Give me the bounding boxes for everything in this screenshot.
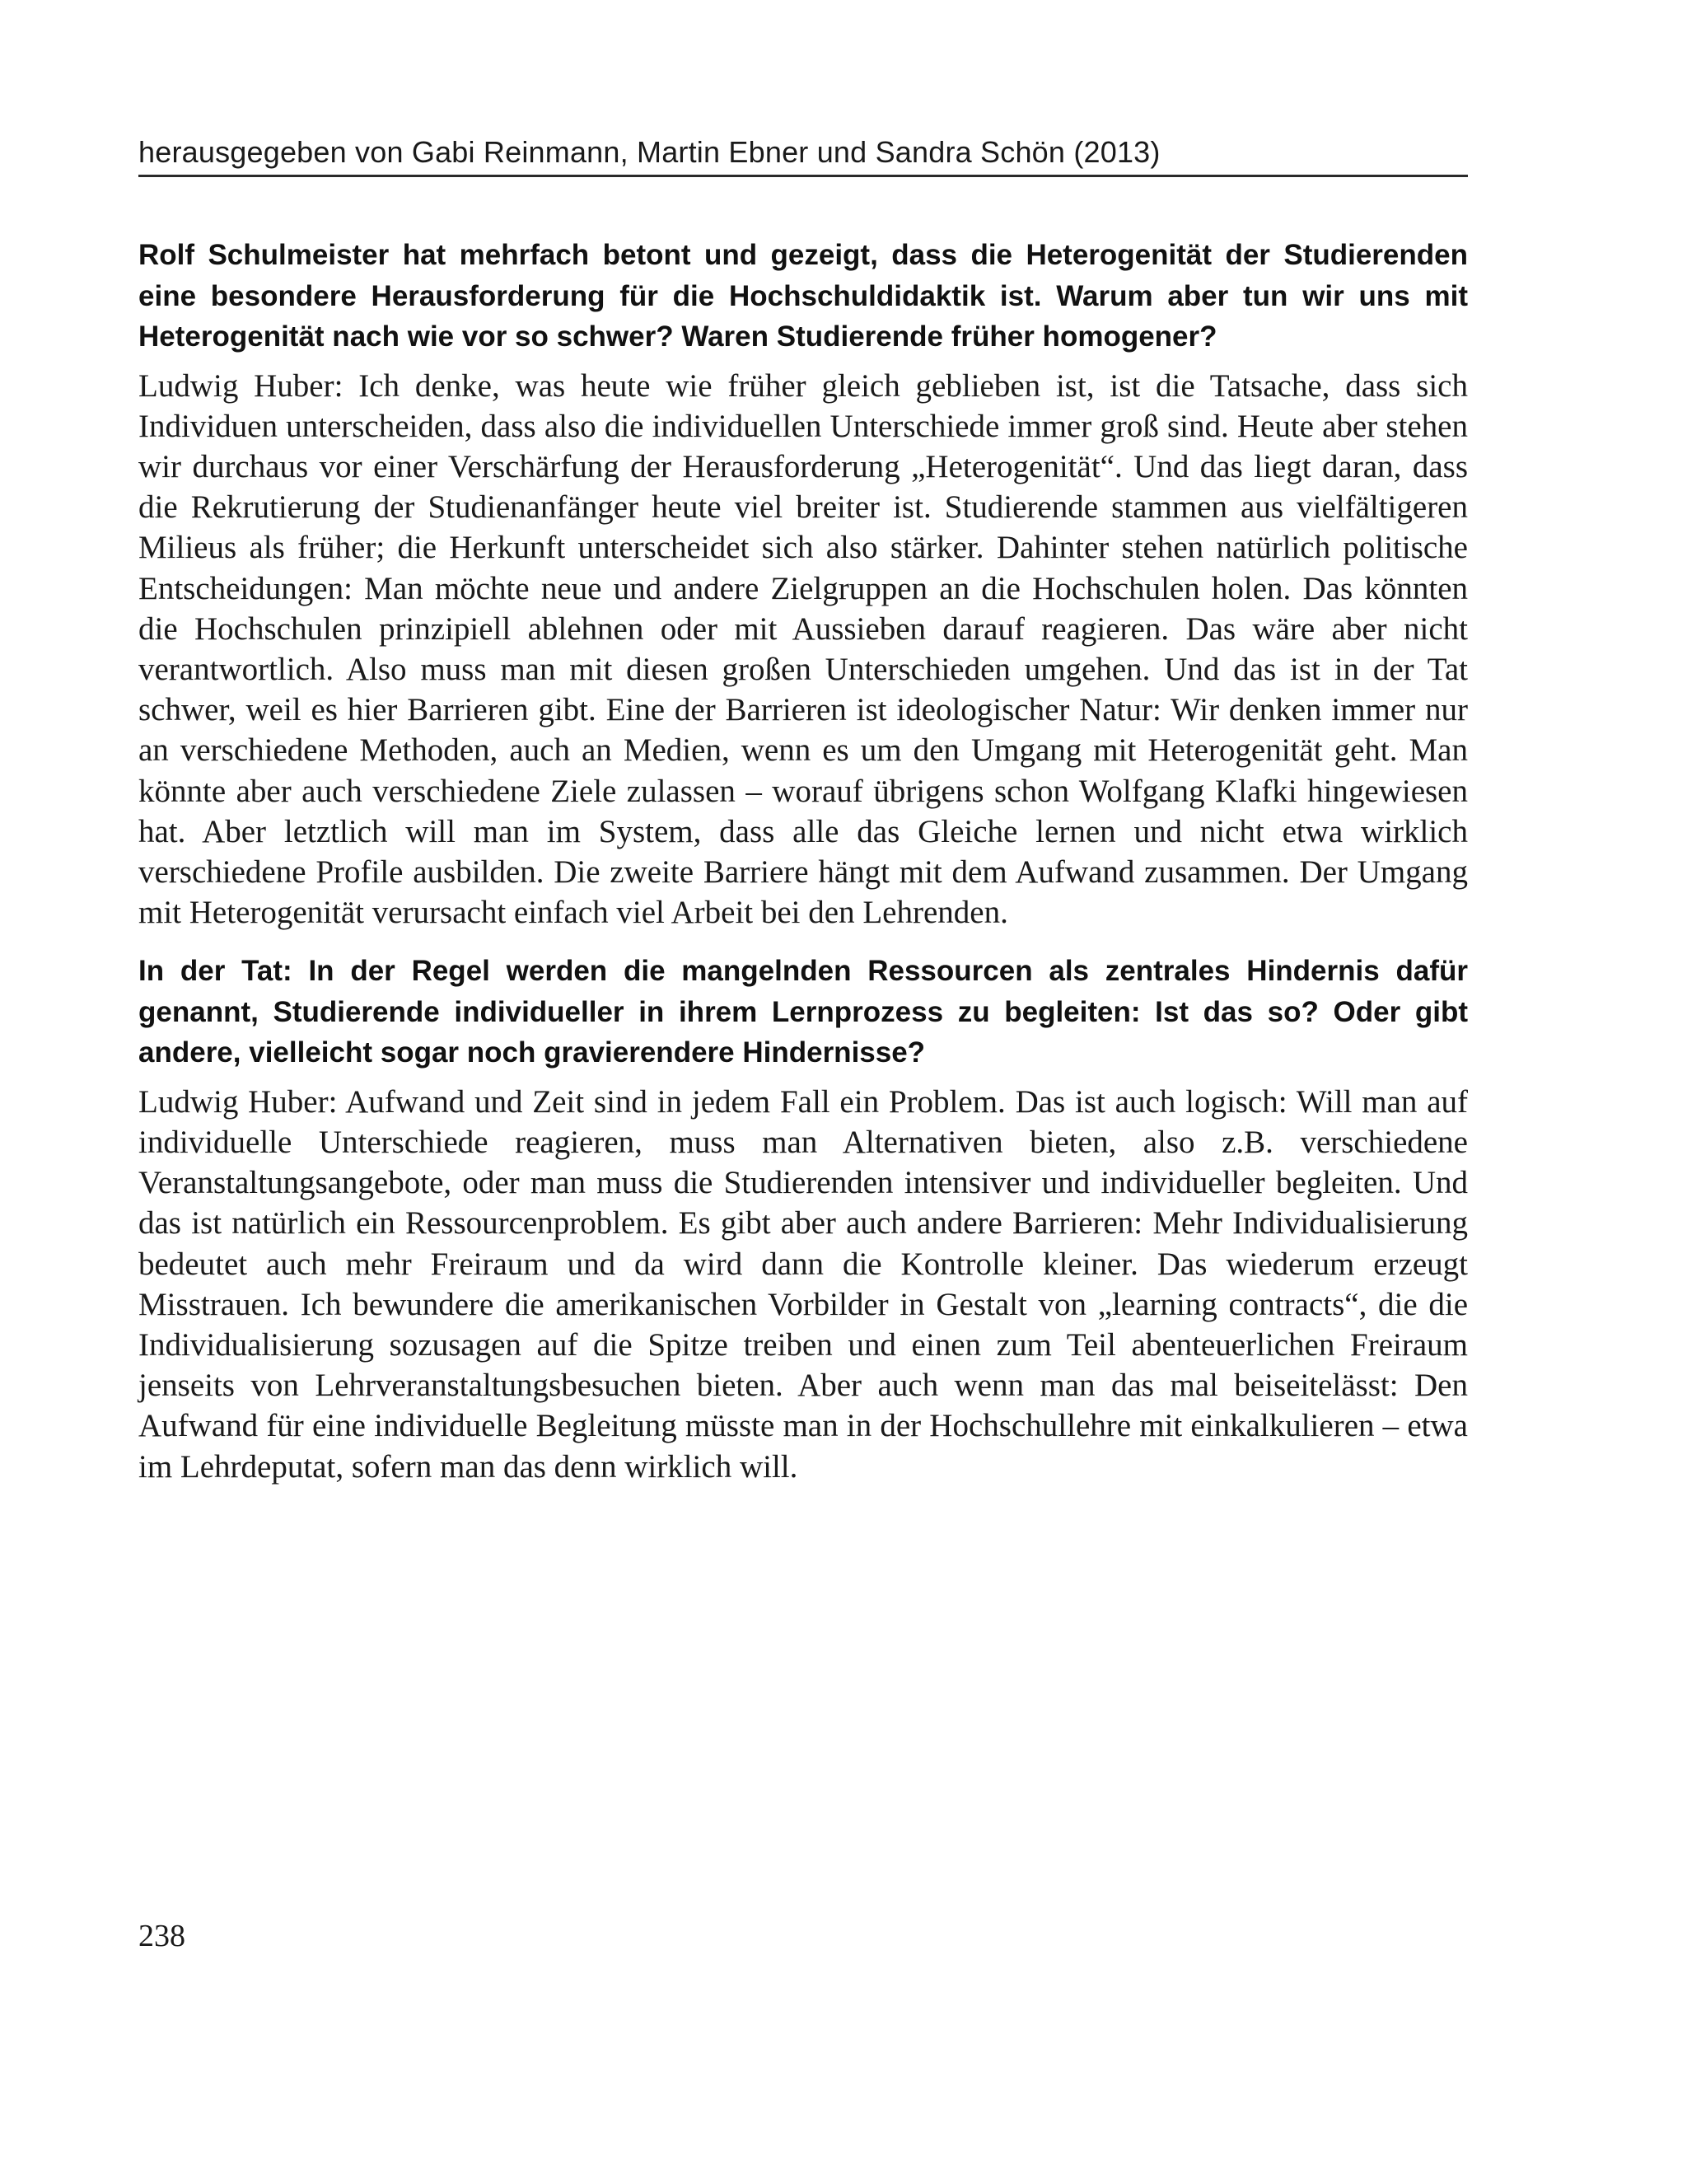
interview-question-2: In der Tat: In der Regel werden die mangelnden Ressourcen als zentrales Hindernis dafür genannt, Studierende individueller in ihrem Lernprozess zu begleiten: Ist das so? Oder gibt andere, vielleicht sogar noch gravierendere Hindernisse? [138,955,1468,1069]
page-number: 238 [138,1919,185,1953]
interview-answer-2: Ludwig Huber: Aufwand und Zeit sind in jedem Fall ein Problem. Das ist auch logisch: Will man auf individuelle Unterschiede reagieren, muss man Alternativen bieten, also z.B. verschiedene Veranstaltungsangebote, oder man muss die Studierenden intensiver und individueller begleiten. Und das ist natürlich ein Ressourcenproblem. Es gibt aber auch andere Barrieren: Mehr Individualisierung bedeutet auch mehr Freiraum und da wird dann die Kontrolle kleiner. Das wiederum erzeugt Misstrauen. Ich bewundere die amerikanischen Vorbilder in Gestalt von „learning contracts“, die die Individualisierung sozusagen auf die Spitze treiben und einen zum Teil abenteuerlichen Freiraum jenseits von Lehrveranstaltungsbesuchen bieten. Aber auch wenn man das mal beiseitelässt: Den Aufwand für eine individuelle Begleitung müsste man in der Hochschullehre mit einkalkulieren – etwa im Lehrdeputat, sofern man das denn wirklich will. [138,1083,1468,1485]
interview-answer-1: Ludwig Huber: Ich denke, was heute wie früher gleich geblieben ist, ist die Tatsache, dass sich Individuen unterscheiden, dass also die individuellen Unterschiede immer groß sind. Heute aber stehen wir durchaus vor einer Verschärfung der Herausforderung „Heterogenität“. Und das liegt daran, dass die Rekrutierung der Studienanfänger heute viel breiter ist. Studierende stammen aus vielfältigeren Milieus als früher; die Herkunft unterscheidet sich also stärker. Dahinter stehen natürlich politische Entscheidungen: Man möchte neue und andere Zielgruppen an die Hochschulen holen. Das könnten die Hochschulen prinzipiell ablehnen oder mit Aussieben darauf reagieren. Das wäre aber nicht verantwortlich. Also muss man mit diesen großen Unterschieden umgehen. Und das ist in der Tat schwer, weil es hier Barrieren gibt. Eine der Barrieren ist ideologischer Natur: Wir denken immer nur an verschiedene Methoden, auch an Medien, wenn es um den Umgang mit Heterogenität geht. Man könnte aber auch verschiedene Ziele zulassen – worauf übrigens schon Wolfgang Klafki hingewiesen hat. Aber letztlich will man im System, dass alle das Gleiche lernen und nicht etwa wirklich verschiedene Profile ausbilden. Die zweite Barriere hängt mit dem Aufwand zusammen. Der Umgang mit Heterogenität verursacht einfach viel Arbeit bei den Lehrenden. [138,367,1468,931]
interview-question-1: Rolf Schulmeister hat mehrfach betont und gezeigt, dass die Heterogenität der Studierenden eine besondere Herausforderung für die Hochschuldidaktik ist. Warum aber tun wir uns mit Heterogenität nach wie vor so schwer? Waren Studierende früher homogener? [138,239,1468,353]
main-content [138,235,1468,1505]
header-text: herausgegeben von Gabi Reinmann, Martin Ebner und Sandra Schön (2013) [138,135,1161,169]
running-header [138,135,1468,177]
